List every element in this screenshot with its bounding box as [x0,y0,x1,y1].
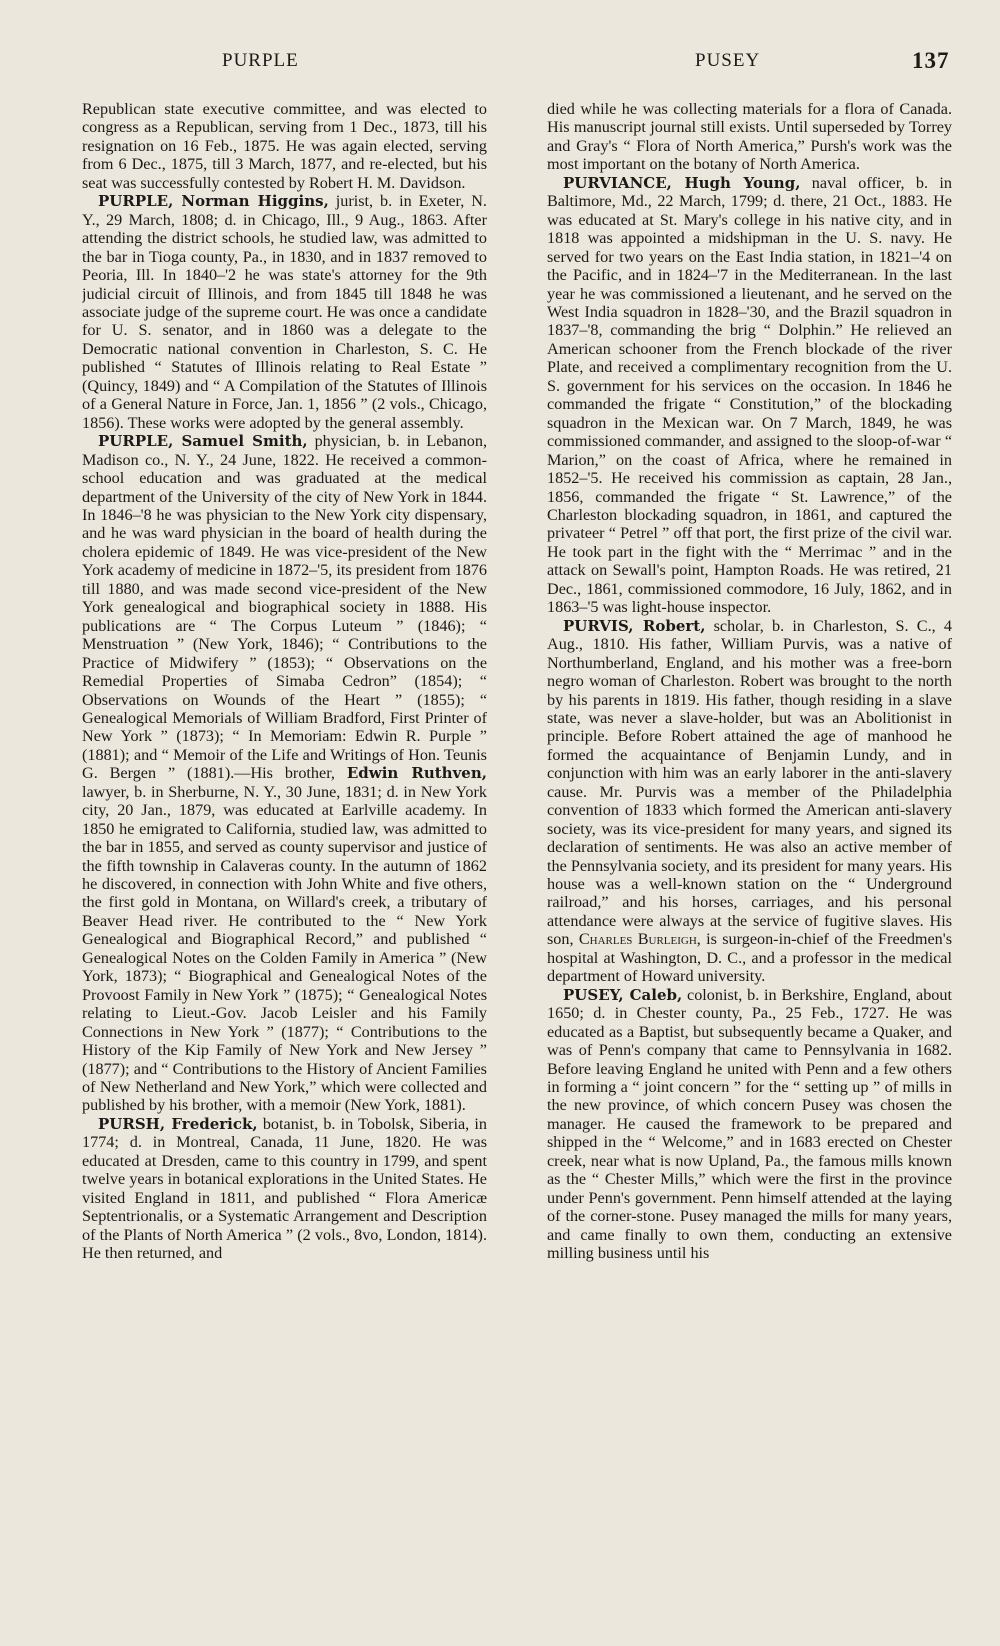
entry-text: botanist, b. in Tobolsk, Siberia, in 1774; d. in Montreal, Canada, 11 June, 1820. He was educated at Dresden, came to this country in 1799, and spent twelve years in botanical explorations in the United States. He visited England in 1811, and published “ Flora Americæ Septentrionalis, or a Systematic Arrangement and Description of the Plants of North America ” (2 vols., 8vo, London, 1814). He then returned, and [82,1114,487,1263]
continued-paragraph: Republican state executive committee, and was elected to congress as a Republican, serving from 1 Dec., 1873, till his resignation on 16 Feb., 1875. He was again elected, serving from 6 Dec., 1875, till 3 March, 1877, and re-elected, but his seat was successfully contested by Robert H. M. Davidson. [82,100,487,192]
page-number: 137 [912,48,950,73]
entry-purple-norman [82,192,487,432]
running-head [0,48,1000,78]
cross-reference-name: Charles Burleigh, [578,930,701,949]
entry-headword: PUSEY, Caleb, [563,985,683,1004]
running-head-right: PUSEY [695,50,761,71]
entry-pusey-caleb [547,986,952,1263]
entry-text: jurist, b. in Exeter, N. Y., 29 March, 1808; d. in Chicago, Ill., 9 Aug., 1863. After attending the district schools, he studied law, was admitted to the bar in Tioga county, Pa., in 1830, and in 1837 removed to Peoria, Ill. In 1840–'2 he was state's attorney for the 9th judicial circuit of Illinois, and from 1845 till 1848 he was associate judge of the supreme court. He was once a candidate for U. S. senator, and in 1860 was a delegate to the Democratic national convention in Charleston, S. C. He published “ Statutes of Illinois relating to Real Estate ” (Quincy, 1849) and “ A Compilation of the Statutes of Illinois of a General Nature in Force, Jan. 1, 1856 ” (2 vols., Chicago, 1856). These works were adopted by the general assembly. [82,192,487,432]
entry-text-tail: is surgeon-in-chief of the Freedmen's hospital at Washington, D. C., and a professor in the medical department of Howard university. [547,930,952,986]
right-column [547,100,952,1540]
left-column [82,100,487,1540]
sub-entry-headword: Edwin Ruthven, [346,764,487,783]
continued-paragraph: died while he was collecting materials for a flora of Canada. His manuscript journal still exists. Until superseded by Torrey and Gray's “ Flora of North America,” Pursh's work was the most important on the botany of North America. [547,100,952,174]
sub-entry-text: lawyer, b. in Sherburne, N. Y., 30 June, 1831; d. in New York city, 20 Jan., 1879, was educated at Earlville academy. In 1850 he emigrated to California, studied law, was admitted to the bar in 1855, and served as county supervisor and justice of the fifth township in Calaveras county. In the autumn of 1862 he discovered, in connection with John White and five others, the first gold in Montana, on Willard's creek, a tributary of Beaver Head river. He contributed to the “ New York Genealogical and Biographical Record,” and published “ Genealogical Notes on the Colden Family in America ” (New York, 1873); “ Biographical and Genealogical Notes of the Provoost Family in New York ” (1875); “ Genealogical Notes relating to Lieut.-Gov. Jacob Leisler and his Family Connections in New York ” (1877); “ Contributions to the History of the Kip Family of New York and New Jersey ” (1877); and “ Contributions to the History of Ancient Families of New Netherland and New York,” which were collected and published by his brother, with a memoir (New York, 1881). [82,782,487,1115]
entry-purple-samuel [82,432,487,1115]
entry-text: colonist, b. in Berkshire, England, about 1650; d. in Chester county, Pa., 25 Feb., 1727. He was educated as a Baptist, but subsequently became a Quaker, and was of Penn's company that came to Pennsylvania in 1682. Before leaving England he united with Penn and a few others in forming a “ joint concern ” for the “ setting up ” of mills in the new province, of which concern Pusey was chosen the manager. He caused the framework to be prepared and shipped in the “ Welcome,” and in 1683 erected on Chester creek, near what is now Upland, Pa., the famous mills known as the “ Chester Mills,” which were the first in the province under Penn's government. Penn himself attended at the laying of the corner-stone. Pusey managed the mills for many years, and came finally to own them, conducting an extensive milling business until his [547,985,952,1263]
entry-pursh-frederick [82,1115,487,1263]
entry-headword: PURPLE, Samuel Smith, [98,432,308,451]
entry-text: physician, b. in Lebanon, Madison co., N. Y., 24 June, 1822. He received a common-school education and was graduated at the medical department of the University of the city of New York in 1844. In 1846–'8 he was physician to the New York city dispensary, and he was ward physician in the board of health during the cholera epidemic of 1849. He was vice-president of the New York academy of medicine in 1872–'5, its president from 1876 till 1880, and was made second vice-president of the New York genealogical and biographical society in 1888. His publications are “ The Corpus Luteum ” (1846); “ Menstruation ” (New York, 1846); “ Contributions to the Practice of Midwifery ” (1853); “ Observations on the Remedial Properties of Simaba Cedron” (1854); “ Observations on Wounds of the Heart ” (1855); “ Genealogical Memorials of William Bradford, First Printer of New York ” (1873); “ In Memoriam: Edwin R. Purple ” (1881); and “ Memoir of the Life and Writings of Hon. Teunis G. Bergen ” (1881).—His brother, [82,432,487,783]
text-columns [82,100,952,1550]
entry-text: scholar, b. in Charleston, S. C., 4 Aug., 1810. His father, William Purvis, was a native of Northumberland, England, and his mother was a free-born negro woman of Charleston. Robert was brought to the north by his parents in 1819. His father, though residing in a slave state, was never a slave-holder, but was an Abolitionist in principle. Before Robert attained the age of manhood he formed the acquaintance of Benjamin Lundy, and in conjunction with him was an early laborer in the anti-slavery cause. Mr. Purvis was a member of the Philadelphia convention of 1833 which formed the American anti-slavery society, was its vice-president for many years, and signed its declaration of sentiments. He was also an active member of the Pennsylvania society, and its president for many years. His house was a well-known station on the “ Underground railroad,” and his horses, carriages, and his personal attendance were always at the service of fugitive slaves. His son, [547,616,952,949]
entry-headword: PURPLE, Norman Higgins, [98,192,329,211]
running-head-left: PURPLE [222,50,299,71]
entry-headword: PURVIS, Robert, [563,616,706,635]
entry-headword: PURSH, Frederick, [98,1114,258,1133]
entry-purvis-robert [547,617,952,986]
entry-headword: PURVIANCE, Hugh Young, [563,173,801,192]
entry-purviance-hugh [547,174,952,617]
entry-text: naval officer, b. in Baltimore, Md., 22 March, 1799; d. there, 21 Oct., 1883. He was educated at St. Mary's college in his native city, and in 1818 was appointed a midshipman in the U. S. navy. He served for two years on the East India station, in 1821–'4 on the Pacific, and in 1824–'7 in the Mediterranean. In the last year he was commissioned a lieutenant, and he served on the West India squadron in 1828–'30, and the Brazil squadron in 1837–'8, commanding the brig “ Dolphin.” He relieved an American schooner from the French blockade of the river Plate, and received a complimentary recognition from the U. S. government for his services on the occasion. In 1846 he commanded the frigate “ Constitution,” of the blockading squadron in the Mexican war. On 7 March, 1849, he was commissioned commander, and assigned to the sloop-of-war “ Marion,” on the coast of Africa, where he remained in 1852–'5. He received his commission as captain, 28 Jan., 1856, commanded the frigate “ St. Lawrence,” of the Charleston blockading squadron, in 1861, and captured the privateer “ Petrel ” off that port, the first prize of the civil war. He took part in the fight with the “ Merrimac ” and in the attack on Sewall's point, Hampton Roads. He was retired, 21 Dec., 1861, commissioned commodore, 16 July, 1862, and in 1863–'5 was light-house inspector. [547,173,952,617]
